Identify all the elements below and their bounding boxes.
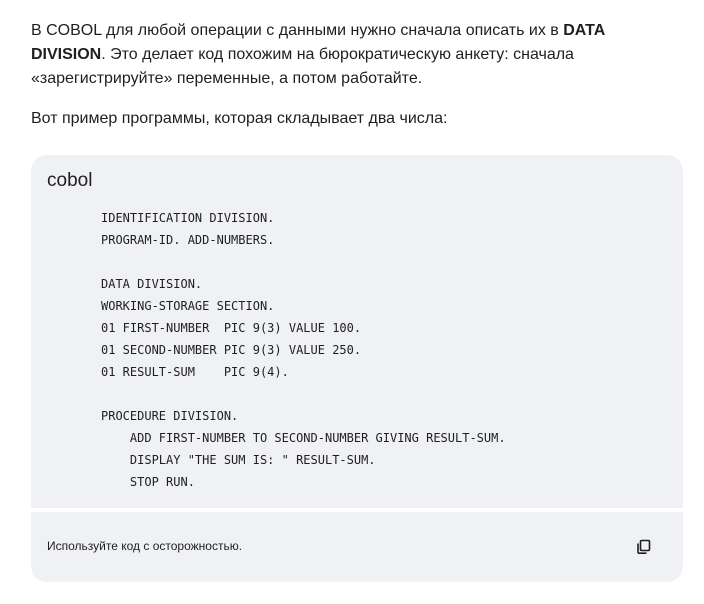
code-line: ADD FIRST-NUMBER TO SECOND-NUMBER GIVING RESULT-SUM. [101, 431, 506, 445]
code-line: DATA DIVISION. [101, 277, 203, 291]
code-line: WORKING-STORAGE SECTION. [101, 299, 275, 313]
code-line: DISPLAY "THE SUM IS: " RESULT-SUM. [101, 453, 376, 467]
code-line: 01 RESULT-SUM PIC 9(4). [101, 365, 289, 379]
copy-code-button[interactable] [631, 534, 657, 560]
code-block-body [31, 155, 683, 508]
code-line [101, 251, 506, 273]
intro-text-part2: . Это делает код похожим на бюрократическую анкету: сначала «зарегистрируйте» переменные, а потом работайте. [31, 46, 574, 87]
code-block-footer [31, 512, 683, 582]
copy-icon [636, 539, 652, 555]
example-intro-paragraph: Вот пример программы, которая складывает два числа: [31, 110, 448, 127]
code-line: 01 FIRST-NUMBER PIC 9(3) VALUE 100. [101, 321, 362, 335]
code-language-label: cobol [47, 170, 93, 191]
intro-text-part1: В COBOL для любой операции с данными нужно сначала описать их в [31, 22, 564, 39]
code-block [31, 155, 683, 582]
intro-paragraph [31, 19, 671, 91]
code-content[interactable] [101, 207, 506, 493]
code-line: STOP RUN. [101, 475, 195, 489]
code-disclaimer: Используйте код с осторожностью. [47, 539, 243, 553]
code-line: 01 SECOND-NUMBER PIC 9(3) VALUE 250. [101, 343, 362, 357]
intro-bold-term: DATA DIVISION [31, 22, 605, 63]
code-line [101, 383, 506, 405]
code-line: PROGRAM-ID. ADD-NUMBERS. [101, 233, 275, 247]
code-line: IDENTIFICATION DIVISION. [101, 211, 275, 225]
code-line: PROCEDURE DIVISION. [101, 409, 239, 423]
